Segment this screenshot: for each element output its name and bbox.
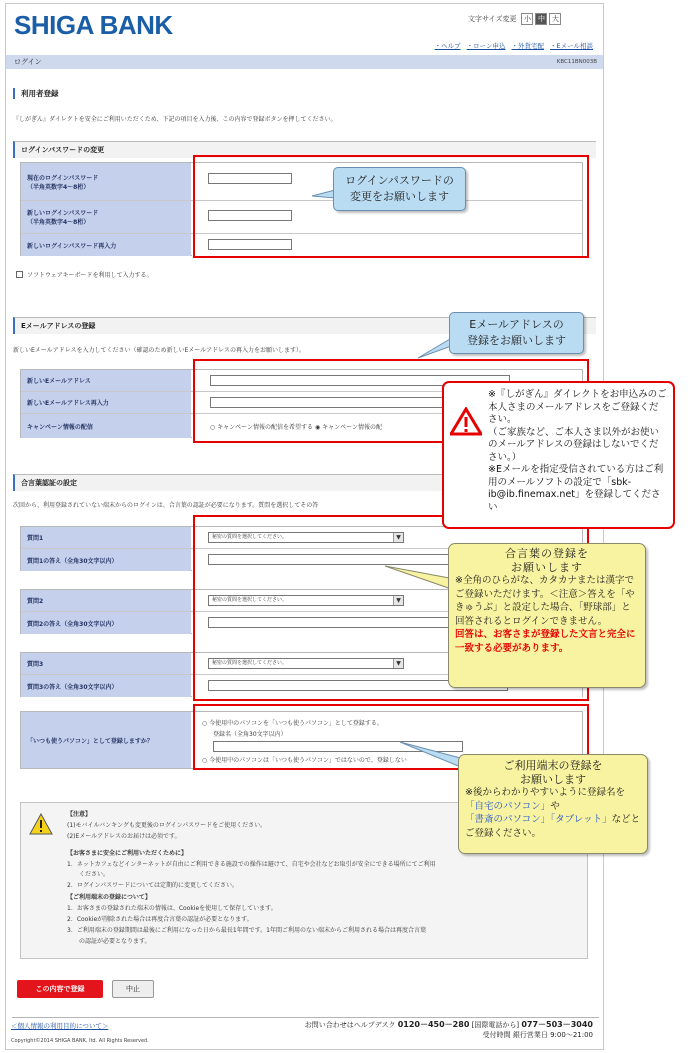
answer2-label: 質問2の答え（全角30文字以内）	[27, 620, 118, 628]
email-callout-line: Eメールアドレスの	[469, 318, 564, 331]
nav-title: ログイン	[14, 58, 42, 66]
campaign-yes-label: キャンペーン情報の配信を希望する	[217, 424, 314, 431]
page-title: 利用者登録	[13, 88, 59, 99]
device-callout-example: 「自宅のパソコン」	[465, 800, 551, 812]
cancel-button[interactable]: 中止	[112, 980, 154, 998]
confirm-email-label: 新しいEメールアドレス再入力	[27, 400, 109, 407]
font-size-label: 文字サイズ変更	[468, 15, 517, 23]
secret-callout-title: お願いします	[511, 560, 583, 574]
device-callout-example: 「タブレット」	[550, 814, 612, 825]
device-callout-body: ※後からわかりやすいように登録名を	[465, 787, 625, 798]
notice-line: (1)モバイルバンキングも変更後のログインパスワードをご使用ください。	[67, 822, 267, 829]
font-size-medium-button[interactable]: 中	[535, 13, 547, 25]
campaign-yes-radio[interactable]: ○	[210, 424, 216, 431]
contact-hours: 受付時間 銀行営業日 9:00～21:00	[482, 1031, 593, 1039]
software-keyboard-label: ソフトウェアキーボードを利用して入力する。	[27, 272, 153, 279]
contact-prefix: お問い合わせはヘルプデスク	[304, 1021, 396, 1029]
email-note: 新しいEメールアドレスを入力してください（確認のため新しいEメールアドレスの再入力をお願いします）。	[13, 347, 305, 354]
email-callout-line: 登録をお願いします	[467, 334, 566, 347]
campaign-no-label: キャンペーン情報の配	[322, 424, 383, 431]
notice-line: 【注意】	[67, 811, 92, 818]
warning-text: ※『しがぎん』ダイレクトをお申込みのご本人さまのメールアドレスをご登録ください。	[488, 389, 667, 425]
notice-line: 3．ご利用端末の登録期間は最後にご利用になった日から最長1年間です。1年間ご利用のない端末からご利用される場合は再度合言葉	[67, 927, 426, 934]
question3-label: 質問3	[27, 661, 44, 668]
intl-note: [国際電話から]	[471, 1021, 520, 1029]
confirm-password-label: 新しいログインパスワード再入力	[27, 242, 117, 250]
question3-selected: 秘密の質問を選択してください。	[212, 660, 288, 666]
email-warning-box	[442, 381, 675, 529]
copyright: Copyright©2014 SHIGA BANK, ltd. All Rights Reserved.	[11, 1038, 149, 1044]
answer3-label: 質問3の答え（全角30文字以内）	[27, 683, 118, 691]
device-register-label: 今使用中のパソコンを「いつも使うパソコン」として登録する。	[209, 720, 383, 727]
answer1-label: 質問1の答え（全角30文字以内）	[27, 557, 118, 565]
warning-text: （ご家族など、ご本人さま以外がお使いのメールアドレスの登録はしないでください。）	[488, 426, 660, 463]
help-link[interactable]: ・ヘルプ	[434, 42, 461, 50]
warning-text: ※Eメールを指定受信されている方はご利用のメールソフトの設定で「sbk-ib@ib.finemax.net」を登録してください	[488, 464, 664, 513]
notice-line: 2．Cookieが削除された場合は再度合言葉の認証が必要となります。	[67, 916, 253, 923]
campaign-label: キャンペーン情報の配信	[27, 423, 93, 431]
device-callout-title: ご利用端末の登録を	[503, 759, 603, 772]
secret-callout	[448, 543, 646, 688]
notice-line: の認証が必要となります。	[67, 938, 151, 945]
question2-selected: 秘密の質問を選択してください。	[212, 597, 288, 603]
device-callout-title: お願いします	[520, 772, 586, 786]
device-callout-body: や	[550, 800, 560, 812]
screen-code: KBC11BN003B	[556, 59, 597, 65]
contact-phone: 0120－450－280	[397, 1020, 470, 1029]
shiga-bank-logo: SHIGA BANK	[14, 10, 173, 40]
warning-icon	[450, 407, 482, 436]
notice-line: ください。	[67, 871, 110, 878]
device-name-label: 登録名（全角30文字以内）	[213, 731, 287, 738]
notice-line: 【ご利用端末の登録について】	[67, 894, 151, 901]
notice-line: (2)Eメールアドレスのお届けは必須です。	[67, 833, 181, 840]
chevron-down-icon: ▼	[393, 596, 403, 605]
intl-phone: 077－503－3040	[521, 1020, 593, 1029]
question1-label: 質問1	[27, 535, 44, 542]
secret-note: 次回から、利用登録されていない端末からのログインは、合言葉の認証が必要になります。質問を選択してその答	[13, 502, 319, 509]
notice-line: 【お客さまに安全にご利用いただくために】	[67, 850, 188, 857]
new-password-sub: （半角英数字4～8桁）	[27, 219, 90, 226]
font-size-small-button[interactable]: 小	[521, 13, 533, 25]
secret-callout-title: 合言葉の登録を	[505, 547, 589, 560]
notice-line: 2．ログインパスワードについては定期的に変更してください。	[67, 882, 238, 889]
device-skip-radio[interactable]: ○	[202, 757, 208, 764]
question1-selected: 秘密の質問を選択してください。	[212, 534, 288, 540]
password-callout-line: ログインパスワードの	[345, 174, 454, 187]
new-password-label: 新しいログインパスワード	[27, 210, 99, 217]
email-callout	[449, 312, 584, 354]
campaign-no-radio[interactable]: ◉	[314, 424, 321, 431]
font-size-large-button[interactable]: 大	[549, 13, 561, 25]
new-email-label: 新しいEメールアドレス	[27, 378, 91, 385]
email-section-heading: Eメールアドレスの登録	[13, 317, 596, 334]
intro-text: 『しがぎん』ダイレクトを安全にご利用いただくため、下記の項目を入力後、この内容で登録ボタンを押してください。	[13, 116, 337, 123]
password-section-heading: ログインパスワードの変更	[13, 141, 596, 158]
current-password-label: 現在のログインパスワード	[27, 174, 99, 182]
device-register-radio[interactable]: ○	[202, 720, 208, 727]
secret-callout-warning: 回答は、お客さまが登録した文言と完全に一致する必要があります。	[455, 629, 636, 654]
email-consult-link[interactable]: ・Eメール相談	[550, 42, 593, 50]
secret-section-heading: 合言葉認証の設定	[13, 474, 596, 491]
device-callout-example: 「書斎のパソコン」	[465, 814, 551, 825]
device-skip-label: 今使用中のパソコンは「いつも使うパソコン」ではないので、登録しない	[209, 757, 407, 764]
device-callout-body: などとご登録ください。	[465, 814, 641, 839]
notice-line: 1．お客さまの登録された端末の情報は、Cookieを使用して保存しています。	[67, 905, 277, 912]
current-password-sub: （半角英数字4～8桁）	[27, 183, 90, 191]
question2-label: 質問2	[27, 598, 44, 605]
secret-callout-body: ※全角のひらがな、カタカナまたは漢字でご登録いただけます。＜注意＞答えを「やきゅうぶ」と設定した場合、「野球部」と回答されるとログインできません。	[455, 575, 635, 627]
loan-apply-link[interactable]: ・ローン申込	[466, 42, 506, 50]
notice-line: 1．ネットカフェなどインターネットが自由にご利用できる施設での操作は避けて、自宅や会社などお取引が安全にできる場所にてご利用	[67, 861, 436, 868]
device-callout	[458, 754, 648, 854]
chevron-down-icon: ▼	[393, 659, 403, 668]
foreign-currency-link[interactable]: ・外貨宅配	[511, 42, 545, 50]
password-callout	[333, 167, 466, 211]
submit-button[interactable]: この内容で登録	[17, 980, 103, 998]
device-label: 「いつも使うパソコン」として登録しますか？	[27, 737, 153, 745]
password-callout-line: 変更をお願いします	[350, 190, 449, 203]
privacy-link[interactable]: ＜個人情報の利用目的について＞	[11, 1022, 109, 1030]
chevron-down-icon: ▼	[393, 533, 403, 542]
